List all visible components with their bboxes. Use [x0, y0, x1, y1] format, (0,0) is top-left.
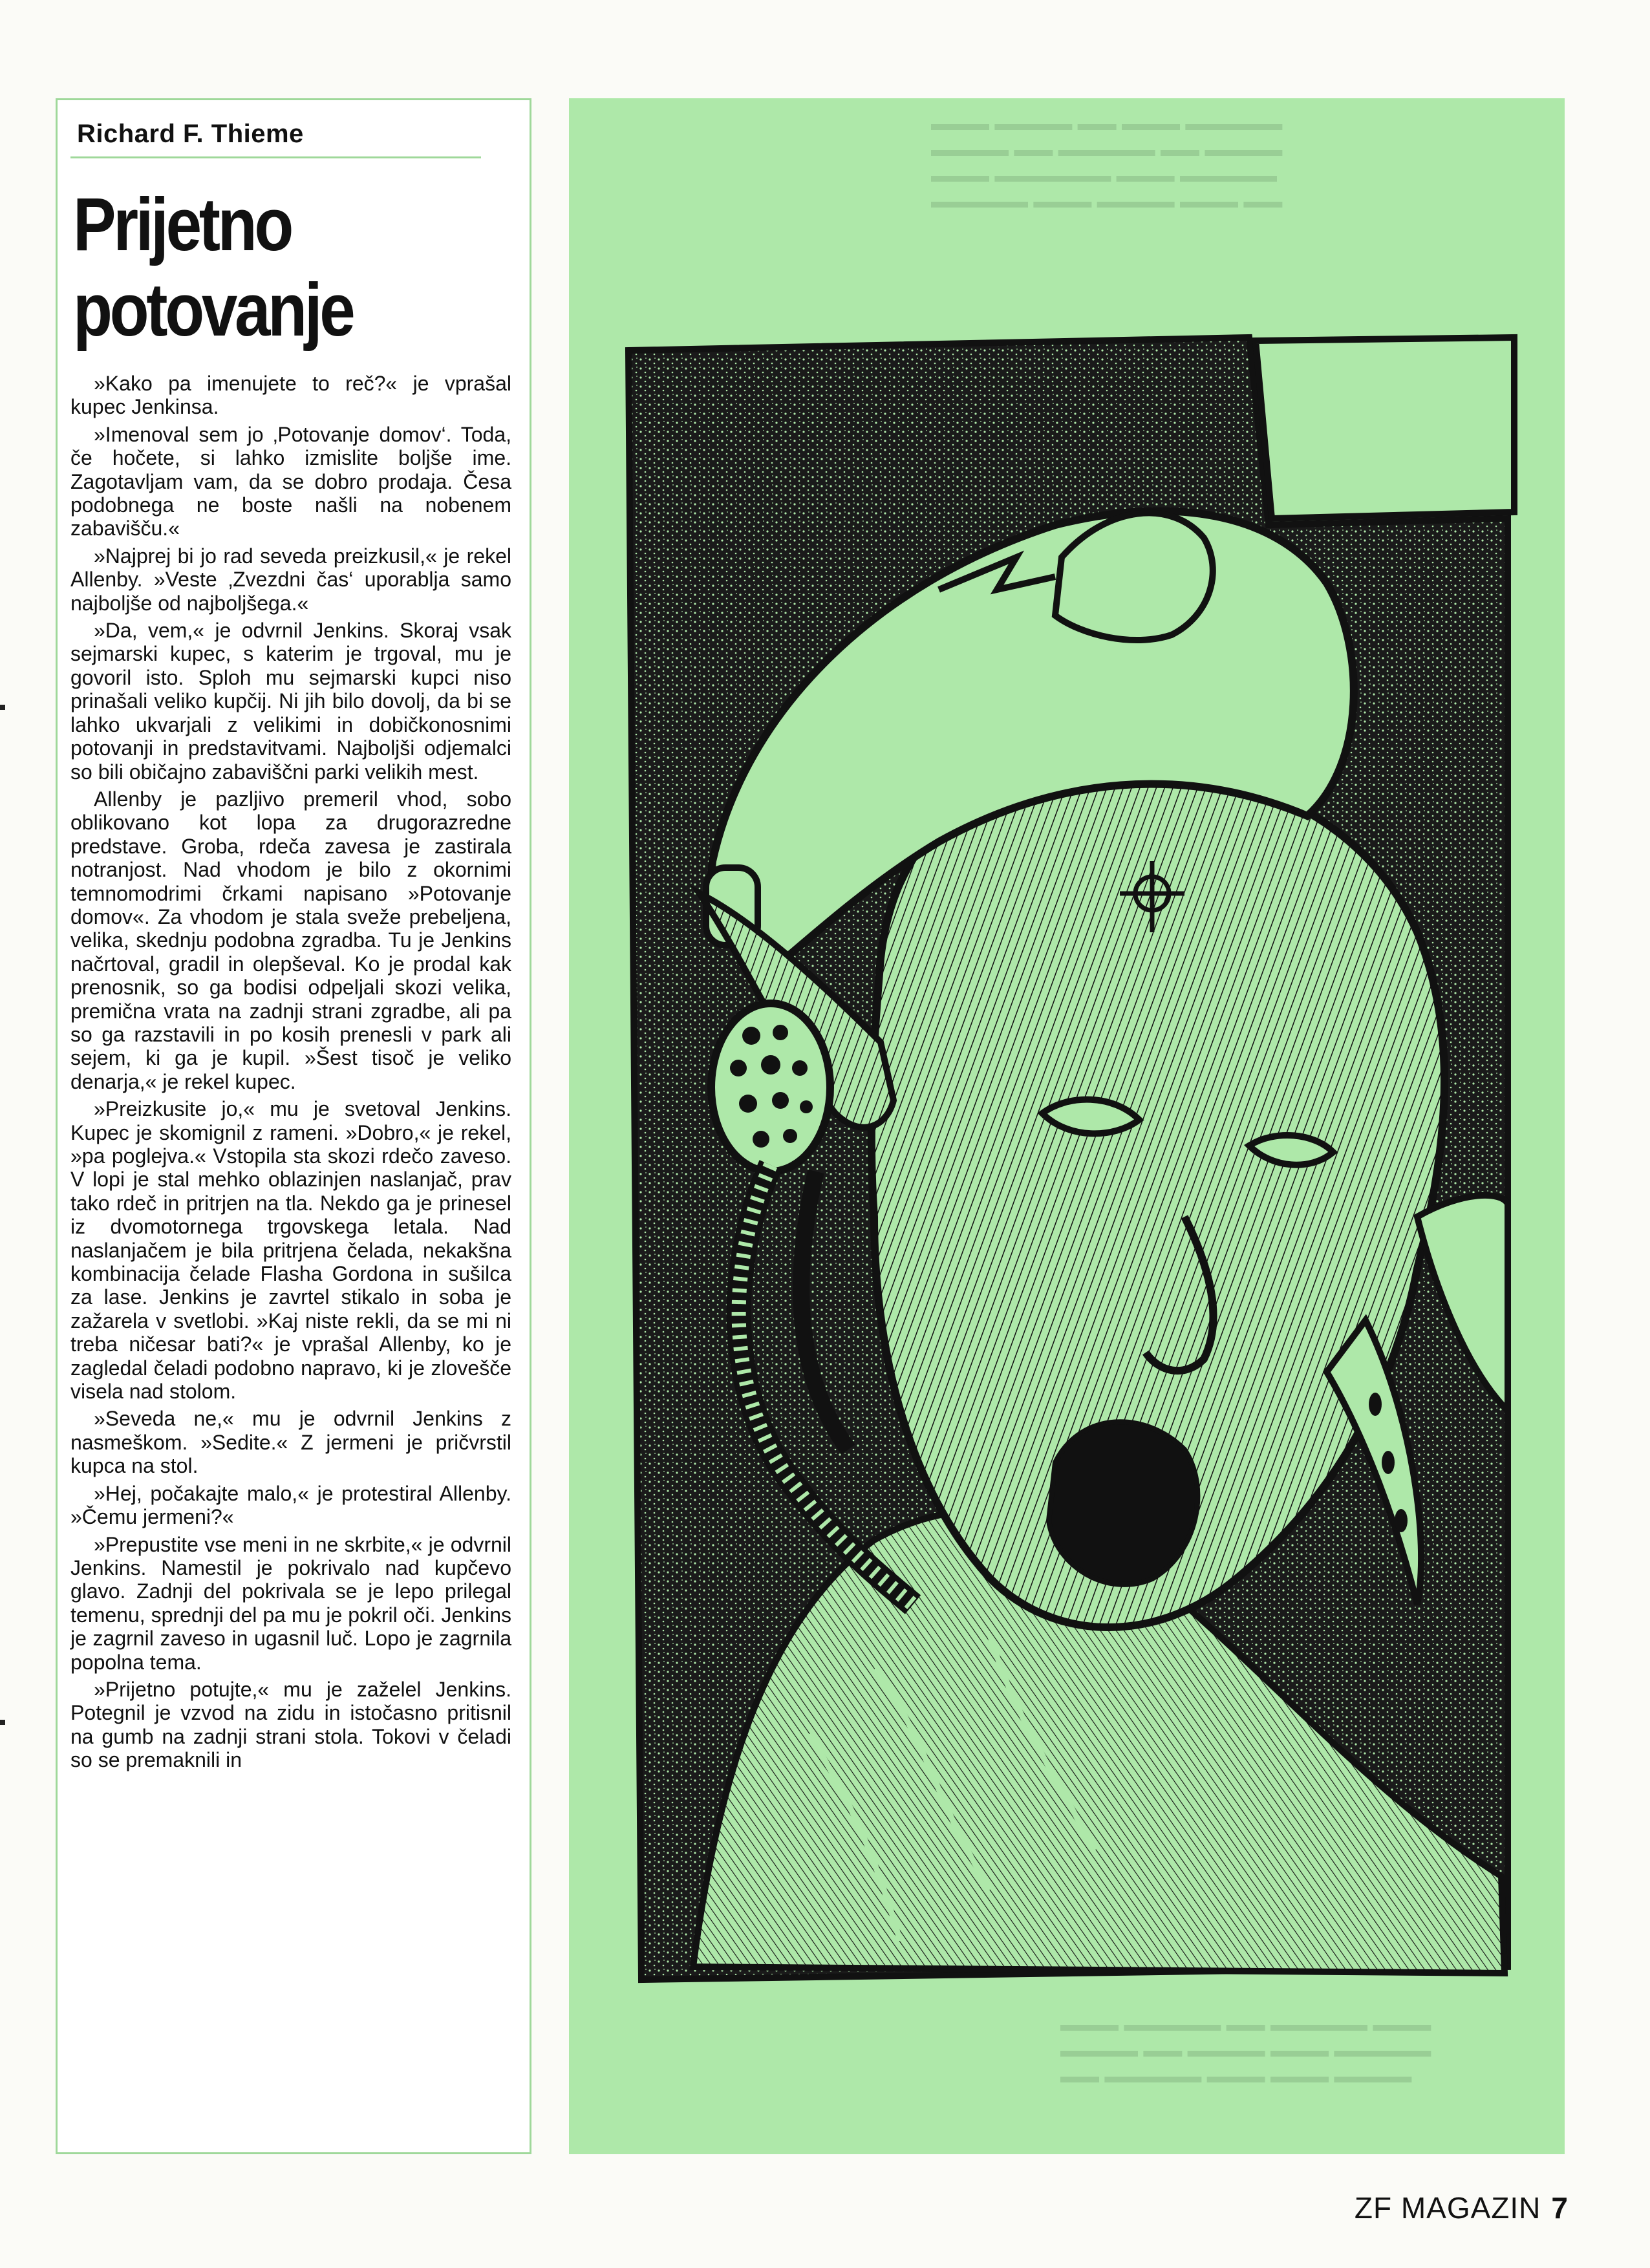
article-column	[56, 98, 531, 2154]
paragraph: »Prijetno potujte,« mu je zaželel Jenkins. Potegnil je vzvod na zidu in istočasno pritisnil na gumb na zadnji strani stola. Tokovi v čeladi so se premaknili in	[70, 1677, 511, 1772]
illustration-panel	[569, 98, 1565, 2154]
paragraph: »Najprej bi jo rad seveda preizkusil,« je rekel Allenby. »Veste ‚Zvezdni čas‘ uporablja samo najboljše od najboljšega.«	[70, 544, 511, 615]
show-through-texture: ▬▬▬ ▬▬▬▬ ▬▬ ▬▬▬ ▬▬▬▬▬ ▬▬▬▬ ▬▬ ▬▬▬▬▬ ▬▬ ▬▬▬▬ ▬▬▬ ▬▬▬▬▬▬ ▬▬▬ ▬▬▬▬▬ ▬▬▬▬▬ ▬▬▬ ▬▬▬▬ ▬▬▬ ▬▬	[931, 113, 1283, 212]
title-line-1: Prijetno	[73, 182, 291, 266]
paragraph: »Prepustite vse meni in ne skrbite,« je odvrnil Jenkins. Namestil je pokrivalo nad kupčevo glavo. Zadnji del pokrivala se je lepo prilegal temenu, sprednji del pa mu je pokril oči. Jenkins je zagrnil zaveso in ugasnil luč. Lopo je zagrnila popolna tema.	[70, 1532, 511, 1674]
page-footer	[1355, 2190, 1569, 2225]
paragraph: »Hej, počakajte malo,« je protestiral Allenby. »Čemu jermeni?«	[70, 1481, 511, 1529]
article-body	[70, 372, 517, 1772]
author-name: Richard F. Thieme	[77, 120, 304, 148]
title-line-2: potovanje	[73, 268, 353, 352]
author-divider	[70, 156, 481, 158]
paragraph: »Da, vem,« je odvrnil Jenkins. Skoraj vsak sejmarski kupec, s katerim je trgoval, mu je govoril isto. Sploh mu sejmarski kupci niso prinašali veliko kupčij. Ni jih bilo dovolj, da bi se lahko ukvarjali z velikimi in dobičkonosnimi potovanji in predstavitvami. Najboljši odjemalci so bili običajno zabaviščni parki velikih mest.	[70, 619, 511, 784]
paragraph: »Seveda ne,« mu je odvrnil Jenkins z nasmeškom. »Sedite.« Z jermeni je pričvrstil kupca na stol.	[70, 1407, 511, 1478]
paragraph: »Kako pa imenujete to reč?« je vprašal kupec Jenkinsa.	[70, 372, 511, 419]
paragraph: »Imenoval sem jo ‚Potovanje domov‘. Toda, če hočete, si lahko izmislite boljše ime. Zagotavljam vam, da se dobro prodaja. Česa podobnega ne boste našli na nobenem zabavišču.«	[70, 422, 511, 540]
paragraph: »Preizkusite jo,« mu je svetoval Jenkins. Kupec je skomignil z rameni. »Dobro,« je rekel, »pa poglejva.« Vstopila sta skozi rdečo zaveso. V lopi je stal mehko oblazinjen naslanjač, prav tako rdeč in pritrjen na tla. Nekdo ga je prinesel iz dvomotornega trgovskega letala. Nad naslanjačem je bila pritrjena čelada, nekakšna kombinacija čelade Flasha Gordona in sušilca za lase. Jenkins je zavrtel stikalo in soba je zažarela v svetlobi. »Kaj niste rekli, da se mi ni treba ničesar bati?« je vprašal Allenby, ko je zagledal čeladi podobno napravo, ki je zlovešče visela nad stolom.	[70, 1097, 511, 1404]
magazine-name: ZF MAGAZIN	[1354, 2191, 1541, 2225]
show-through-texture: ▬▬▬ ▬▬▬▬▬ ▬▬ ▬▬▬▬▬ ▬▬▬ ▬▬▬▬ ▬▬ ▬▬▬▬ ▬▬▬ ▬▬▬▬▬ ▬▬ ▬▬▬▬▬ ▬▬▬ ▬▬▬ ▬▬▬▬	[1060, 2014, 1431, 2087]
earpiece	[711, 1003, 830, 1171]
page-number: 7	[1551, 2191, 1569, 2225]
alien-head-illustration	[603, 312, 1527, 2006]
scan-mark	[0, 1720, 5, 1725]
paragraph: Allenby je pazljivo premeril vhod, sobo oblikovano kot lopa za drugorazredne predstave. Groba, rdeča zavesa je zastirala notranjost. Nad vhodom je bilo z okornimi temnomodrimi črkami napisano »Potovanje domov«. Za vhodom je stala sveže prebeljena, velika, skednju podobna zgradba. Tu je Jenkins načrtoval, gradil in olepševal. Ko je prodal kak prenosnik, so ga bodisi odpeljali skozi velika, premična vrata na zadnji strani zgradbe, ali pa so ga razstavili in po kosih prenesli v park ali sejem, ki ga je kupil. »Šest tisoč je veliko denarja,« je rekel kupec.	[70, 787, 511, 1093]
scan-mark	[0, 705, 5, 710]
mouth	[1049, 1422, 1197, 1585]
article-title	[73, 182, 455, 352]
